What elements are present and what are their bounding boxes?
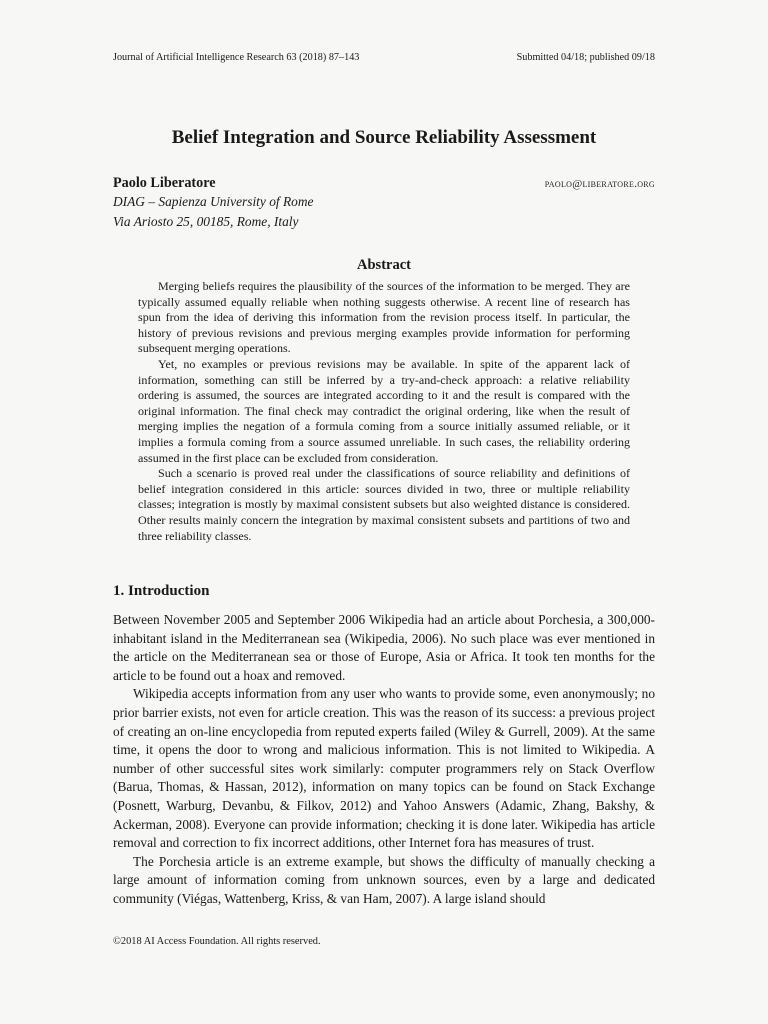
abstract-paragraph-2: Yet, no examples or previous revisions may be available. In spite of the apparent lack of information, something can still be inferred by a try-and-check approach: a relative reliability ordering is assumed, the sources are integrated according to it and the result is compared with the original information. The final check may contradict the original ordering, like when the result of merging implies the negation of a formula coming from a source initially assumed reliable, or it implies a formula coming from a source assumed unreliable. In such cases, the reliability ordering assumed in the first place can be excluded from consideration.: [138, 356, 630, 465]
affiliation-line-2: Via Ariosto 25, 00185, Rome, Italy: [113, 214, 299, 229]
running-head: [113, 52, 655, 63]
intro-paragraph-2: Wikipedia accepts information from any user who wants to provide some, even anonymously; no prior barrier exists, not even for article creation. This was the reason of its success: a previous project of creating an on-line encyclopedia from reputed experts failed (Wiley & Gurrell, 2009). At the same time, it opens the door to wrong and malicious information. This is not limited to Wikipedia. A number of other successful sites work similarly: computer programmers rely on Stack Overflow (Barua, Thomas, & Hassan, 2012), information on many topics can be found on Stack Exchange (Posnett, Warburg, Devanbu, & Filkov, 2012) and Yahoo Answers (Adamic, Zhang, Bakshy, & Ackerman, 2008). Everyone can provide information; checking it is done later. Wikipedia has article removal and correction to fix incorrect additions, other Internet fora has measures of trust.: [113, 686, 655, 851]
submission-dates: Submitted 04/18; published 09/18: [516, 52, 655, 63]
author-name: Paolo Liberatore: [113, 175, 216, 191]
intro-paragraph-3: The Porchesia article is an extreme example, but shows the difficulty of manually checking a large amount of information coming from unknown sources, even by a large and dedicated community (Viégas, Wattenberg, Kriss, & van Ham, 2007). A large island should: [113, 853, 655, 906]
abstract-paragraph-1: Merging beliefs requires the plausibility of the sources of the information to be merged. They are typically assumed equally reliable when nothing suggests otherwise. A recent line of research has spun from the idea of deriving this information from the revision process itself. In particular, the history of previous revisions and previous merging examples provide information for performing subsequent merging operations.: [138, 279, 630, 356]
abstract-heading: Abstract: [357, 257, 411, 273]
affiliation-line-1: DIAG – Sapienza University of Rome: [113, 194, 314, 209]
author-email: paolo@liberatore.org: [544, 178, 655, 190]
abstract-body: [138, 279, 630, 544]
introduction-body: [113, 611, 655, 909]
author-block: [113, 175, 655, 232]
copyright-footer: ©2018 AI Access Foundation. All rights reserved.: [113, 936, 321, 947]
abstract-paragraph-3: Such a scenario is proved real under the classifications of source reliability and definitions of belief integration considered in this article: sources divided in two, three or multiple reliability classes; integration is mostly by maximal consistent subsets but also weighted distance is considered. Other results mainly concern the integration by maximal consistent subsets and partitions of two and three reliability classes.: [138, 466, 630, 543]
paper-title: Belief Integration and Source Reliability Assessment: [171, 127, 597, 148]
intro-paragraph-1: Between November 2005 and September 2006 Wikipedia had an article about Porchesia, a 300,000-inhabitant island in the Mediterranean sea (Wikipedia, 2006). No such place was ever mentioned in the article on the Mediterranean sea or those of Europe, Asia or Africa. It took ten months for the article to be found out a hoax and removed.: [113, 612, 655, 683]
journal-citation: Journal of Artificial Intelligence Research 63 (2018) 87–143: [113, 52, 360, 63]
section-heading-introduction: 1. Introduction: [113, 583, 210, 599]
